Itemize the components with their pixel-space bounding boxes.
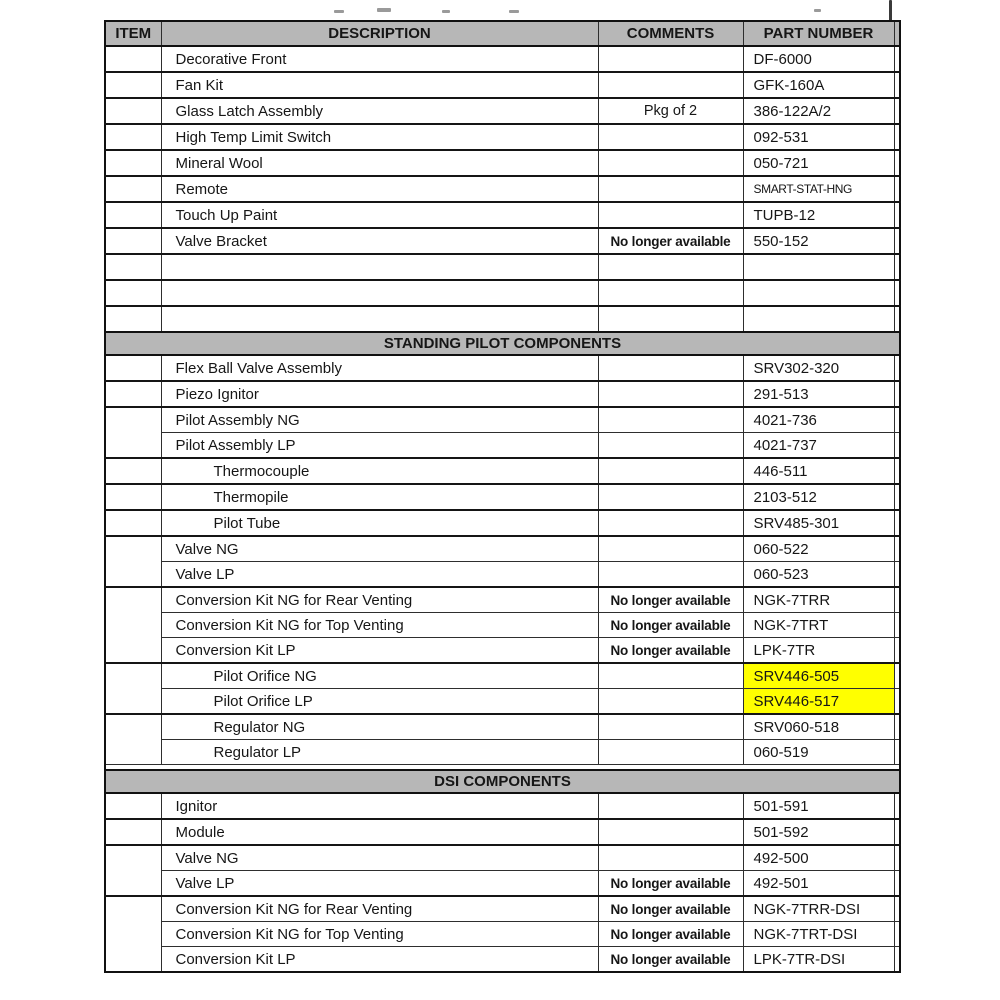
cutoff-sliver-cell (894, 562, 900, 588)
scan-artifact (442, 10, 450, 13)
description-cell: Mineral Wool (161, 150, 598, 176)
part-number-cell: NGK-7TRT-DSI (743, 922, 894, 947)
part-number-cell: 4021-737 (743, 433, 894, 459)
cutoff-sliver-cell (894, 896, 900, 922)
item-cell (105, 587, 161, 663)
part-number-cell: 2103-512 (743, 484, 894, 510)
comments-cell: No longer available (598, 871, 743, 897)
part-number-cell: GFK-160A (743, 72, 894, 98)
part-number-cell: SRV446-517 (743, 689, 894, 715)
part-number-cell: NGK-7TRR-DSI (743, 896, 894, 922)
description-cell: Conversion Kit NG for Top Venting (161, 613, 598, 638)
description-cell: High Temp Limit Switch (161, 124, 598, 150)
description-cell: Piezo Ignitor (161, 381, 598, 407)
description-cell: Pilot Assembly LP (161, 433, 598, 459)
cutoff-sliver-cell (894, 98, 900, 124)
description-cell: Pilot Orifice LP (161, 689, 598, 715)
comments-cell: No longer available (598, 922, 743, 947)
comments-cell (598, 176, 743, 202)
part-number-cell: NGK-7TRR (743, 587, 894, 613)
cutoff-sliver-cell (894, 254, 900, 280)
item-cell (105, 280, 161, 306)
parts-table (104, 20, 901, 973)
part-number-cell: 4021-736 (743, 407, 894, 433)
part-number-cell: SMART-STAT-HNG (743, 176, 894, 202)
part-number-cell: SRV485-301 (743, 510, 894, 536)
cutoff-sliver-cell (894, 922, 900, 947)
description-cell: Regulator NG (161, 714, 598, 740)
comments-cell (598, 72, 743, 98)
table-row (105, 947, 900, 973)
header-row (105, 21, 900, 46)
comments-cell (598, 124, 743, 150)
part-number-cell: 446-511 (743, 458, 894, 484)
description-cell: Fan Kit (161, 72, 598, 98)
part-number-cell: 050-721 (743, 150, 894, 176)
item-cell (105, 176, 161, 202)
cutoff-sliver-cell (894, 613, 900, 638)
cutoff-sliver-cell (894, 663, 900, 689)
part-number-cell: 060-523 (743, 562, 894, 588)
cutoff-sliver-cell (894, 407, 900, 433)
column-header-comments: COMMENTS (598, 21, 743, 46)
part-number-cell: 291-513 (743, 381, 894, 407)
table-row (105, 381, 900, 407)
cutoff-sliver-cell (894, 638, 900, 664)
description-cell (161, 306, 598, 332)
cutoff-sliver-cell (894, 845, 900, 871)
item-cell (105, 306, 161, 332)
description-cell: Valve Bracket (161, 228, 598, 254)
scan-artifact (889, 0, 892, 21)
cutoff-sliver-cell (894, 150, 900, 176)
table-row (105, 150, 900, 176)
comments-cell (598, 306, 743, 332)
table-row (105, 871, 900, 897)
part-number-cell (743, 306, 894, 332)
comments-cell (598, 510, 743, 536)
table-row (105, 254, 900, 280)
description-cell: Pilot Tube (161, 510, 598, 536)
part-number-cell: 492-501 (743, 871, 894, 897)
item-cell (105, 150, 161, 176)
comments-cell (598, 433, 743, 459)
part-number-cell: LPK-7TR-DSI (743, 947, 894, 973)
description-cell: Regulator LP (161, 740, 598, 765)
table-row (105, 280, 900, 306)
description-cell: Thermocouple (161, 458, 598, 484)
scan-artifact (814, 9, 821, 12)
table-row (105, 922, 900, 947)
table-row (105, 714, 900, 740)
item-cell (105, 381, 161, 407)
comments-cell (598, 663, 743, 689)
comments-cell (598, 280, 743, 306)
description-cell (161, 280, 598, 306)
comments-cell (598, 819, 743, 845)
column-header-item: ITEM (105, 21, 161, 46)
cutoff-sliver-cell (894, 484, 900, 510)
comments-cell (598, 458, 743, 484)
description-cell: Remote (161, 176, 598, 202)
item-cell (105, 458, 161, 484)
description-cell: Valve NG (161, 845, 598, 871)
scan-artifact (334, 10, 344, 13)
comments-cell: No longer available (598, 947, 743, 973)
part-number-cell: SRV060-518 (743, 714, 894, 740)
comments-cell: No longer available (598, 587, 743, 613)
part-number-cell: 092-531 (743, 124, 894, 150)
table-row (105, 587, 900, 613)
cutoff-sliver-cell (894, 72, 900, 98)
table-row (105, 663, 900, 689)
comments-cell (598, 150, 743, 176)
cutoff-sliver-cell (894, 124, 900, 150)
comments-cell: No longer available (598, 896, 743, 922)
cutoff-sliver-cell (894, 176, 900, 202)
cutoff-sliver-cell (894, 587, 900, 613)
item-cell (105, 355, 161, 381)
item-cell (105, 510, 161, 536)
part-number-cell: LPK-7TR (743, 638, 894, 664)
description-cell: Valve LP (161, 562, 598, 588)
part-number-cell: 060-522 (743, 536, 894, 562)
table-row (105, 355, 900, 381)
cutoff-sliver-cell (894, 46, 900, 72)
cutoff-sliver-cell (894, 433, 900, 459)
cutoff-sliver-cell (894, 793, 900, 819)
table-row (105, 98, 900, 124)
scan-artifact (377, 8, 391, 12)
scan-artifact (509, 10, 519, 13)
item-cell (105, 407, 161, 458)
table-row (105, 228, 900, 254)
item-cell (105, 536, 161, 587)
item-cell (105, 714, 161, 765)
comments-cell (598, 254, 743, 280)
table-row (105, 176, 900, 202)
item-cell (105, 124, 161, 150)
item-cell (105, 896, 161, 972)
item-cell (105, 98, 161, 124)
description-cell: Conversion Kit NG for Top Venting (161, 922, 598, 947)
item-cell (105, 72, 161, 98)
cutoff-sliver-cell (894, 819, 900, 845)
table-row (105, 845, 900, 871)
table-row (105, 562, 900, 588)
cutoff-sliver-cell (894, 714, 900, 740)
part-number-cell: 386-122A/2 (743, 98, 894, 124)
item-cell (105, 228, 161, 254)
column-header-part-number: PART NUMBER (743, 21, 894, 46)
comments-cell: Pkg of 2 (598, 98, 743, 124)
cutoff-sliver-cell (894, 381, 900, 407)
table-row (105, 536, 900, 562)
comments-cell (598, 562, 743, 588)
comments-cell (598, 845, 743, 871)
cutoff-sliver-cell (894, 280, 900, 306)
description-cell: Glass Latch Assembly (161, 98, 598, 124)
table-body (105, 46, 900, 972)
comments-cell (598, 689, 743, 715)
description-cell: Pilot Orifice NG (161, 663, 598, 689)
table-row (105, 819, 900, 845)
comments-cell: No longer available (598, 638, 743, 664)
table-row (105, 46, 900, 72)
cutoff-sliver-cell (894, 740, 900, 765)
comments-cell (598, 407, 743, 433)
table-row (105, 72, 900, 98)
description-cell: Conversion Kit NG for Rear Venting (161, 896, 598, 922)
part-number-cell: 550-152 (743, 228, 894, 254)
column-header-sliver (894, 21, 900, 46)
part-number-cell: SRV302-320 (743, 355, 894, 381)
table-row (105, 613, 900, 638)
cutoff-sliver-cell (894, 458, 900, 484)
table-row (105, 896, 900, 922)
part-number-cell: 501-592 (743, 819, 894, 845)
description-cell: Valve LP (161, 871, 598, 897)
comments-cell (598, 740, 743, 765)
cutoff-sliver-cell (894, 871, 900, 897)
table-row (105, 306, 900, 332)
table-row (105, 202, 900, 228)
part-number-cell: NGK-7TRT (743, 613, 894, 638)
table-row (105, 484, 900, 510)
table-row (105, 433, 900, 459)
part-number-cell: 060-519 (743, 740, 894, 765)
table-row (105, 407, 900, 433)
description-cell: Ignitor (161, 793, 598, 819)
part-number-cell: TUPB-12 (743, 202, 894, 228)
section-header (105, 770, 900, 793)
table-row (105, 510, 900, 536)
description-cell: Thermopile (161, 484, 598, 510)
item-cell (105, 845, 161, 896)
comments-cell (598, 355, 743, 381)
item-cell (105, 484, 161, 510)
section-header (105, 332, 900, 355)
comments-cell (598, 202, 743, 228)
part-number-cell: SRV446-505 (743, 663, 894, 689)
description-cell: Module (161, 819, 598, 845)
cutoff-sliver-cell (894, 355, 900, 381)
column-header-description: DESCRIPTION (161, 21, 598, 46)
cutoff-sliver-cell (894, 947, 900, 973)
item-cell (105, 254, 161, 280)
table-row (105, 689, 900, 715)
table-row (105, 124, 900, 150)
part-number-cell: 501-591 (743, 793, 894, 819)
cutoff-sliver-cell (894, 510, 900, 536)
description-cell: Conversion Kit LP (161, 638, 598, 664)
description-cell: Flex Ball Valve Assembly (161, 355, 598, 381)
cutoff-sliver-cell (894, 536, 900, 562)
table-row (105, 793, 900, 819)
description-cell: Conversion Kit NG for Rear Venting (161, 587, 598, 613)
cutoff-sliver-cell (894, 202, 900, 228)
item-cell (105, 46, 161, 72)
item-cell (105, 819, 161, 845)
section-header-title: DSI COMPONENTS (105, 770, 900, 793)
table-row (105, 740, 900, 765)
comments-cell (598, 484, 743, 510)
table-row (105, 638, 900, 664)
comments-cell: No longer available (598, 228, 743, 254)
item-cell (105, 793, 161, 819)
description-cell: Touch Up Paint (161, 202, 598, 228)
cutoff-sliver-cell (894, 689, 900, 715)
comments-cell: No longer available (598, 613, 743, 638)
description-cell: Pilot Assembly NG (161, 407, 598, 433)
item-cell (105, 202, 161, 228)
cutoff-sliver-cell (894, 228, 900, 254)
comments-cell (598, 381, 743, 407)
part-number-cell (743, 254, 894, 280)
description-cell: Decorative Front (161, 46, 598, 72)
description-cell: Valve NG (161, 536, 598, 562)
comments-cell (598, 793, 743, 819)
table-row (105, 458, 900, 484)
comments-cell (598, 536, 743, 562)
comments-cell (598, 46, 743, 72)
item-cell (105, 663, 161, 714)
description-cell: Conversion Kit LP (161, 947, 598, 973)
comments-cell (598, 714, 743, 740)
description-cell (161, 254, 598, 280)
part-number-cell: DF-6000 (743, 46, 894, 72)
cutoff-sliver-cell (894, 306, 900, 332)
part-number-cell: 492-500 (743, 845, 894, 871)
section-header-title: STANDING PILOT COMPONENTS (105, 332, 900, 355)
part-number-cell (743, 280, 894, 306)
